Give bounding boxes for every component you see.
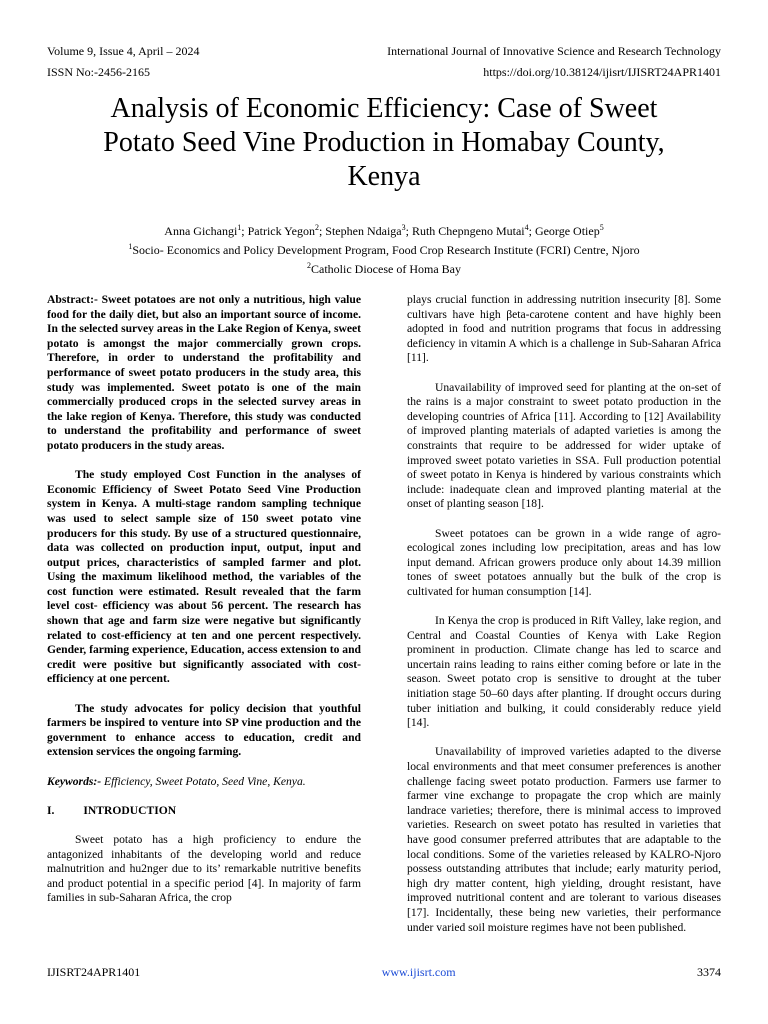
running-header-bottom [47, 65, 721, 80]
author-list: Anna Gichangi$^1$; Patrick Yegon$^2$; Stephen Ndaiga$^3$; Ruth Chepngeno Mutai$^4$; George Otiep$^5$ [164, 223, 604, 238]
body-paragraph-5: Unavailability of improved varieties adapted to the diverse local environments and that meet consumer preferences is another challenge facing sweet potato production. Farmers use farmer to farmer vine exchange to propagate the crop which are mainly landrace varieties; therefore, there is minimal access to improved varieties. Research on sweet potato has resulted in varieties that have good consumer preferred attributes that are adaptable to the local conditions. Some of the varieties released by KALRO-Njoro possess outstanding attributes that include; early maturity period, high dry matter content, high yielding, drought resistant, have improved nutritional content and are tolerant to various diseases [17]. Incidentally, these being new varieties, their performance under varied soil moisture regimes have not been published. [407, 745, 721, 934]
section-heading-introduction: I. INTRODUCTION [47, 803, 177, 817]
paper-title: Analysis of Economic Efficiency: Case of Sweet Potato Seed Vine Production in Homabay County, Kenya [103, 93, 665, 192]
left-column [47, 293, 361, 906]
article-id: IJISRT24APR1401 [47, 965, 141, 979]
body-paragraph-3: Sweet potatoes can be grown in a wide range of agro-ecological zones including low precipitation, areas and has low input demand. African growers produce only about 14.39 million tones of sweet potatoes annually but the bulk of the crop is cultivated for human consumption [14]. [407, 526, 721, 598]
abstract-paragraph-3: The study advocates for policy decision that youthful farmers be inspired to venture into SP vine production and the government to enhance access to education, credit and extension services the ongoing farming. [47, 701, 361, 759]
issn: ISSN No:-2456-2165 [47, 65, 151, 79]
keywords: Keywords:- Efficiency, Sweet Potato, Seed Vine, Kenya. [47, 774, 306, 788]
author-block [0, 220, 768, 277]
affiliation-1: $^1$Socio- Economics and Policy Development Program, Food Crop Research Institute (FCRI) Centre, Njoro [128, 242, 640, 257]
abstract-paragraph-2: The study employed Cost Function in the analyses of Economic Efficiency of Sweet Potato Seed Vine Production system in Kenya. A multi-stage random sampling technique was used to select sample size of 150 sweet potato vine producers for this study. By use of a structured questionnaire, data was collected on production input, output, input and output prices, characteristics of sampled farmer and plot. Using the maximum likelihood method, the variables of the cost function were estimated. Result revealed that the farm level cost- efficiency was about 56 percent. The research has shown that age and farm size were negative but significantly related to cost-efficiency at ten and one percent respectively. Gender, farming experience, Education, access extension to and credit were positive but significantly associated with cost-efficiency at one percent. [47, 468, 361, 686]
body-paragraph-4: In Kenya the crop is produced in Rift Valley, lake region, and Central and Coastal Counties of Kenya with Lake Region prominent in production. Climate change has led to scarce and uncertain rains leading to rains either coming before or late in the season. Sweet potato crop is sensitive to drought at the tuber initiation stage 50–60 days after planting. If drought occurs during tuber initiation and bulking, it could considerably reduce yield [14]. [407, 614, 721, 730]
right-column [407, 293, 721, 935]
affiliation-2: $^2$Catholic Diocese of Homa Bay [307, 261, 461, 276]
page-footer [47, 965, 721, 980]
intro-paragraph-1: Sweet potato has a high proficiency to endure the antagonized inhabitants of the developing world and reduce malnutrition and hu2nger due to its’ remarkable nutritive benefits and product potential in a specific period [4]. In majority of farm families in sub-Saharan Africa, the crop [47, 832, 361, 905]
body-paragraph-2: Unavailability of improved seed for planting at the on-set of the rains is a major constraint to sweet potato production in the developing countries of Africa [11]. According to [12] Availability of improved planting materials of adapted varieties is among the constraints that require to be addressed for wider uptake of improved sweet potato varieties in SSA. Full production potential of sweet potato in Kenya is hindered by various constraints which include: inadequate clean and improved planting material at the onset of planting season [18]. [407, 380, 721, 511]
journal-website-link[interactable]: www.ijisrt.com [381, 965, 456, 979]
page-number: 3374 [697, 965, 721, 979]
body-paragraph-1: plays crucial function in addressing nutrition insecurity [8]. Some cultivars have high βeta-carotene content and have highly been adopted in food and nutrition programs that focus in addressing deficiency in vitamin A which is a challenge in Sub-Saharan Africa [11]. [407, 293, 721, 365]
volume-info: Volume 9, Issue 4, April – 2024 [47, 44, 200, 58]
abstract-paragraph-1: Abstract:- Sweet potatoes are not only a nutritious, high value food for the daily diet, but also an important source of income. In the selected survey areas in the Lake Region of Kenya, sweet potato is amongst the major commercially grown crops. Therefore, in order to understand the profitability and performance of sweet potato producers in the study area, this study was implemented. Sweet potato is one of the main commercially produced crops in the selected survey areas in the lake region of Kenya. Therefore, this study was conducted to understand the profitability and performance of sweet potato producers in the study areas. [47, 293, 361, 452]
running-header-top [47, 44, 721, 59]
doi-link[interactable]: https://doi.org/10.38124/ijisrt/IJISRT24APR1401 [483, 65, 721, 79]
journal-name: International Journal of Innovative Science and Research Technology [387, 44, 721, 58]
